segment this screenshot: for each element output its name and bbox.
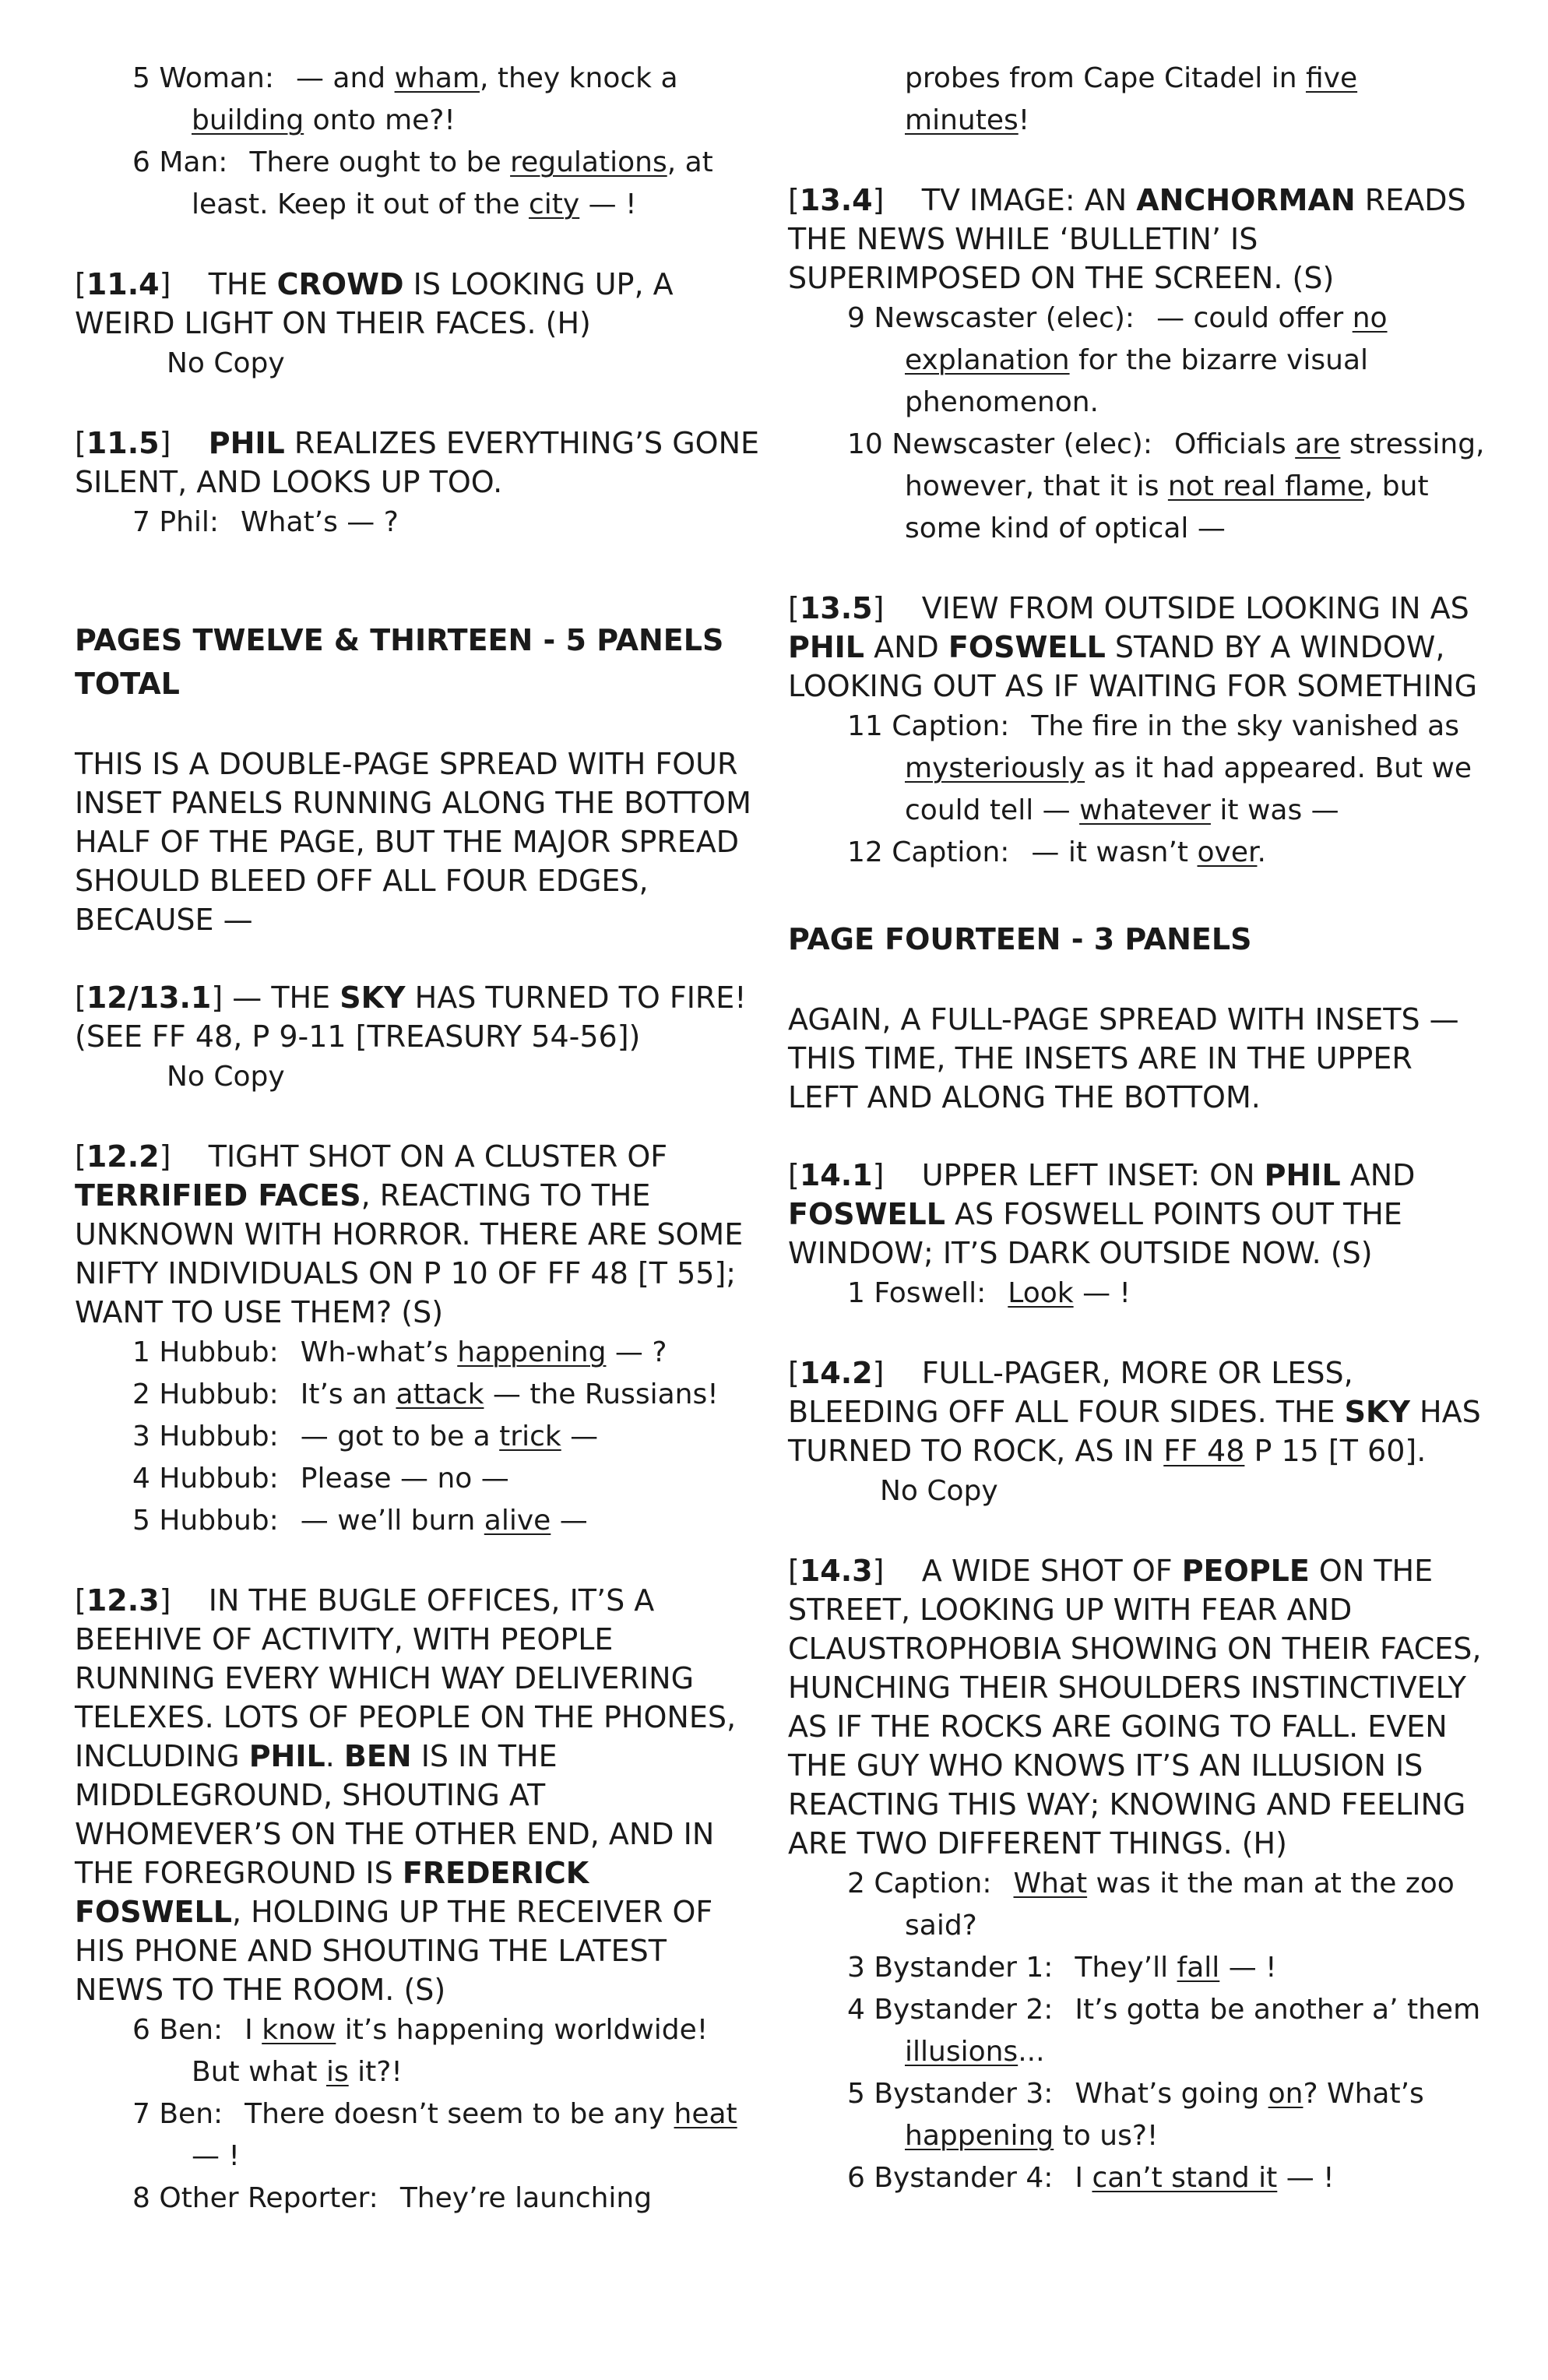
- section-intro: THIS IS A DOUBLE-PAGE SPREAD WITH FOUR INSET PANELS RUNNING ALONG THE BOTTOM HALF OF THE PAGE, BUT THE MAJOR SPREAD SHOULD BLEED OFF ALL FOUR EDGES, BECAUSE —: [75, 747, 751, 937]
- panel-description: [13.5] VIEW FROM OUTSIDE LOOKING IN AS PHIL AND FOSWELL STAND BY A WINDOW, LOOKING OUT AS IF WAITING FOR SOMETHING: [788, 591, 1478, 703]
- panel-description: [14.3] A WIDE SHOT OF PEOPLE ON THE STREET, LOOKING UP WITH FEAR AND CLAUSTROPHOBIA SHOWING ON THEIR FACES, HUNCHING THEIR SHOULDERS INSTINCTIVELY AS IF THE ROCKS ARE GOING TO FALL. EVEN THE GUY WHO KNOWS IT’S AN ILLUSION IS REACTING THIS WAY; KNOWING AND FEELING ARE TWO DIFFERENT THINGS. (H): [788, 1554, 1482, 1861]
- panel-description: [12.2] TIGHT SHOT ON A CLUSTER OF TERRIFIED FACES, REACTING TO THE UNKNOWN WITH HORROR. THERE ARE SOME NIFTY INDIVIDUALS ON P 10 OF FF 48 [T 55]; WANT TO USE THEM? (S): [75, 1139, 744, 1329]
- panel-description: [11.5] PHIL REALIZES EVERYTHING’S GONE SILENT, AND LOOKS UP TOO.: [75, 426, 760, 499]
- dialogue-line: 5 Hubbub: — we’ll burn alive —: [132, 1505, 588, 1537]
- dialogue-line: 3 Hubbub: — got to be a trick —: [132, 1421, 599, 1452]
- dialogue-line: 10 Newscaster (elec): Officials are stressing, however, that it is not real flame, but some kind of optical —: [847, 428, 1485, 544]
- no-copy-note: No Copy: [167, 347, 285, 379]
- dialogue-line: 6 Bystander 4: I can’t stand it — !: [847, 2162, 1335, 2194]
- no-copy-note: No Copy: [167, 1061, 285, 1093]
- dialogue-line: 2 Caption: What was it the man at the zoo said?: [847, 1868, 1455, 1942]
- dialogue-line: 6 Ben: I know it’s happening worldwide! But what is it?!: [132, 2014, 709, 2088]
- section-heading: PAGES TWELVE & THIRTEEN - 5 PANELS TOTAL: [75, 623, 724, 701]
- dialogue-line: 12 Caption: — it wasn’t over.: [847, 836, 1266, 868]
- dialogue-line: 4 Bystander 2: It’s gotta be another a’ them illusions...: [847, 1994, 1481, 2068]
- dialogue-line: 9 Newscaster (elec): — could offer no explanation for the bizarre visual phenomenon.: [847, 302, 1388, 418]
- right-column: [788, 58, 1489, 2199]
- dialogue-line: 7 Ben: There doesn’t seem to be any heat — !: [132, 2098, 737, 2172]
- dialogue-line: 3 Bystander 1: They’ll fall — !: [847, 1952, 1277, 1984]
- dialogue-line: 2 Hubbub: It’s an attack — the Russians!: [132, 1378, 719, 1410]
- dialogue-line: 8 Other Reporter: They’re launching: [132, 2182, 653, 2214]
- dialogue-line: 1 Hubbub: Wh-what’s happening — ?: [132, 1336, 667, 1368]
- section-heading: PAGE FOURTEEN - 3 PANELS: [788, 922, 1252, 956]
- dialogue-line: 4 Hubbub: Please — no —: [132, 1463, 509, 1495]
- dialogue-line: 7 Phil: What’s — ?: [132, 506, 399, 538]
- panel-description: [13.4] TV IMAGE: AN ANCHORMAN READS THE NEWS WHILE ‘BULLETIN’ IS SUPERIMPOSED ON THE SCREEN. (S): [788, 183, 1466, 295]
- panel-description: [11.4] THE CROWD IS LOOKING UP, A WEIRD LIGHT ON THEIR FACES. (H): [75, 267, 674, 340]
- dialogue-line: 1 Foswell: Look — !: [847, 1277, 1131, 1309]
- left-column: [75, 58, 760, 2220]
- panel-description: [12.3] IN THE BUGLE OFFICES, IT’S A BEEHIVE OF ACTIVITY, WITH PEOPLE RUNNING EVERY WHICH WAY DELIVERING TELEXES. LOTS OF PEOPLE ON THE PHONES, INCLUDING PHIL. BEN IS IN THE MIDDLEGROUND, SHOUTING AT WHOMEVER’S ON THE OTHER END, AND IN THE FOREGROUND IS FREDERICK FOSWELL, HOLDING UP THE RECEIVER OF HIS PHONE AND SHOUTING THE LATEST NEWS TO THE ROOM. (S): [75, 1583, 737, 2007]
- dialogue-line: 5 Bystander 3: What’s going on? What’s happening to us?!: [847, 2078, 1424, 2152]
- dialogue-continuation: probes from Cape Citadel in five minutes!: [905, 62, 1358, 136]
- hubbub-list: [75, 1332, 760, 1542]
- panel-description: [14.1] UPPER LEFT INSET: ON PHIL AND FOSWELL AS FOSWELL POINTS OUT THE WINDOW; IT’S DARK OUTSIDE NOW. (S): [788, 1158, 1416, 1270]
- panel-description: [12/13.1] — THE SKY HAS TURNED TO FIRE! (SEE FF 48, P 9-11 [TREASURY 54-56]): [75, 981, 747, 1054]
- dialogue-line: 6 Man: There ought to be regulations, at least. Keep it out of the city — !: [132, 146, 713, 220]
- panel-description: [14.2] FULL-PAGER, MORE OR LESS, BLEEDING OFF ALL FOUR SIDES. THE SKY HAS TURNED TO ROCK, AS IN FF 48 P 15 [T 60].: [788, 1356, 1481, 1468]
- dialogue-line: 5 Woman: — and wham, they knock a building onto me?!: [132, 62, 678, 136]
- no-copy-note: No Copy: [880, 1475, 998, 1507]
- section-intro: AGAIN, A FULL-PAGE SPREAD WITH INSETS — THIS TIME, THE INSETS ARE IN THE UPPER LEFT AND ALONG THE BOTTOM.: [788, 1002, 1459, 1114]
- dialogue-line: 11 Caption: The fire in the sky vanished as mysteriously as it had appeared. But we could tell — whatever it was —: [847, 710, 1472, 826]
